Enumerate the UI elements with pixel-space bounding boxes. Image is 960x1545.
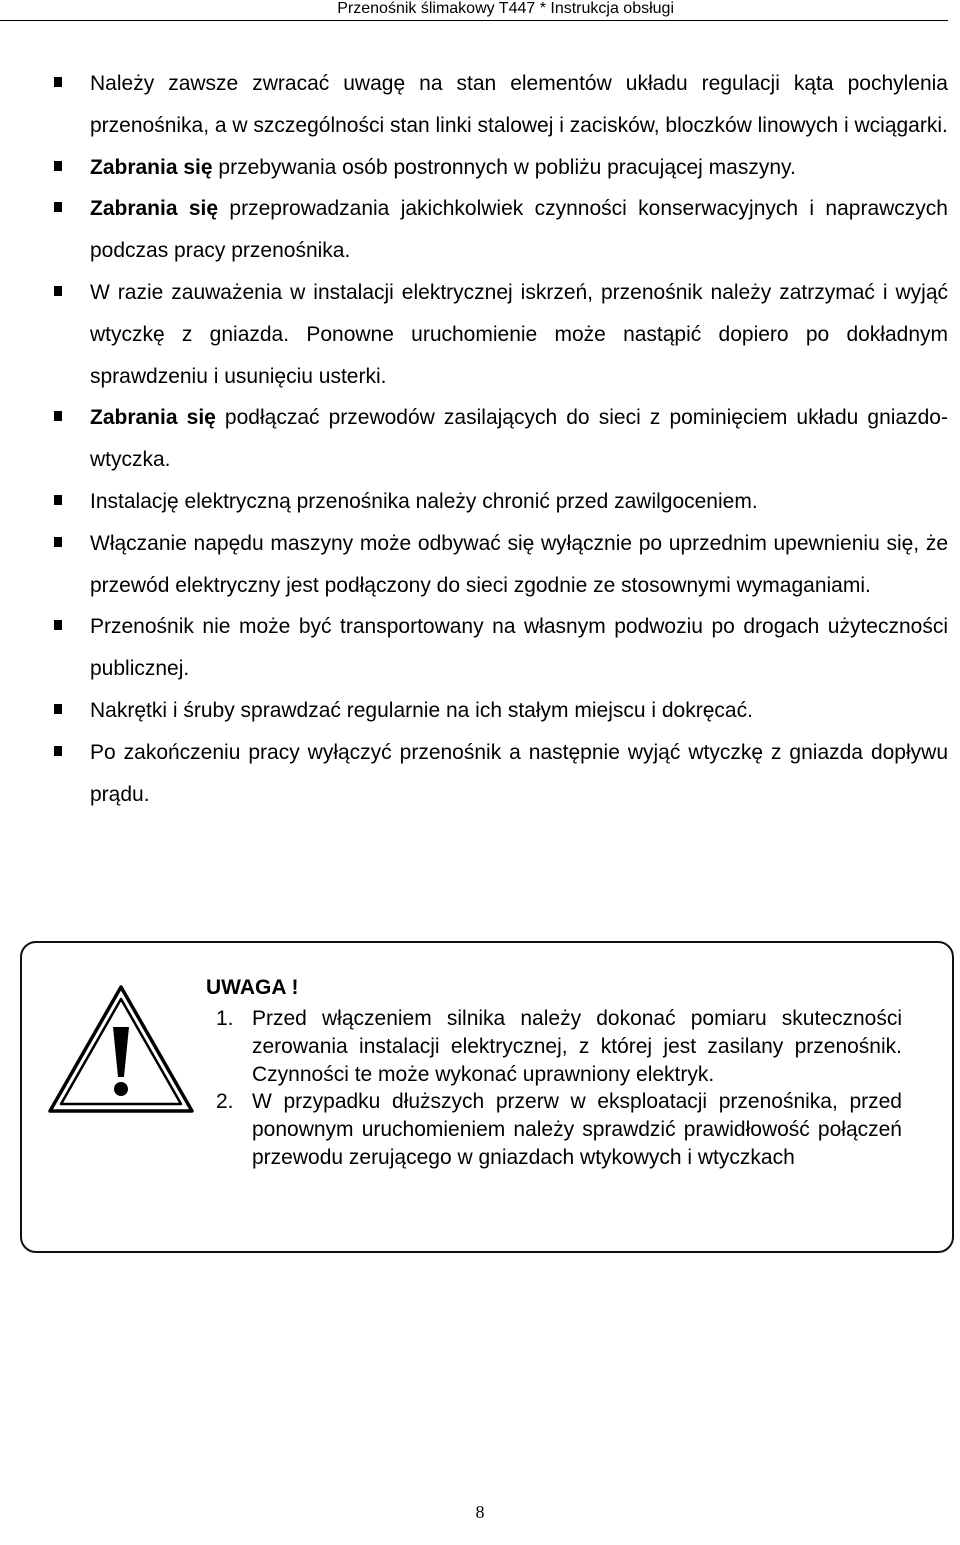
list-item — [0, 732, 948, 816]
warning-heading: UWAGA ! — [206, 976, 299, 999]
list-item — [0, 63, 948, 147]
list-item — [0, 397, 948, 481]
list-item — [0, 690, 948, 732]
rule-emphasis: Zabrania się — [90, 406, 216, 430]
rule-text: podłączać przewodów zasilających do sieci z pominięciem układu gniazdo-wtyczka. — [90, 406, 948, 472]
square-bullet-icon — [54, 202, 62, 212]
square-bullet-icon — [54, 411, 62, 421]
warning-item-text: Przed włączeniem silnika należy dokonać pomiaru skuteczności zerowania instalacji elektrycznej, z której jest zasilany przenośnik. Czynności te może wykonać uprawniony elektryk. — [252, 1007, 902, 1086]
list-item — [0, 481, 948, 523]
list-item — [0, 147, 948, 189]
square-bullet-icon — [54, 161, 62, 171]
square-bullet-icon — [54, 704, 62, 714]
page-number: 8 — [475, 1502, 485, 1522]
square-bullet-icon — [54, 77, 62, 87]
rule-text: Instalację elektryczną przenośnika należy chronić przed zawilgoceniem. — [90, 489, 758, 513]
rule-emphasis: Zabrania się — [90, 155, 213, 179]
rule-text: Po zakończeniu pracy wyłączyć przenośnik a następnie wyjąć wtyczkę z gniazda dopływu prądu. — [90, 740, 948, 806]
page-header — [0, 0, 948, 21]
square-bullet-icon — [54, 620, 62, 630]
warning-item-text: W przypadku dłuższych przerw w eksploatacji przenośnika, przed ponownym uruchomieniem należy sprawdzić prawidłowość połączeń przewodu zerującego w gniazdach wtykowych i wtyczkach — [252, 1090, 902, 1169]
header-title: Przenośnik ślimakowy T447 * Instrukcja obsługi — [337, 0, 674, 17]
rule-text: przeprowadzania jakichkolwiek czynności konserwacyjnych i naprawczych podczas pracy przenośnika. — [90, 197, 948, 263]
rule-text: Należy zawsze zwracać uwagę na stan elementów układu regulacji kąta pochylenia przenośnika, a w szczególności stan linki stalowej i zacisków, bloczków linowych i wciągarki. — [90, 72, 948, 137]
warning-item — [206, 1088, 902, 1171]
warning-text — [206, 973, 902, 1172]
rule-text: przebywania osób postronnych w pobliżu pracującej maszyny. — [212, 155, 796, 179]
warning-box — [20, 941, 954, 1253]
list-item — [0, 188, 948, 272]
rule-text: W razie zauważenia w instalacji elektrycznej iskrzeń, przenośnik należy zatrzymać i wyjąć wtyczkę z gniazda. Ponowne uruchomienie może nastąpić dopiero po dokładnym sprawdzeniu i usunięciu usterki. — [90, 280, 948, 388]
rule-text: Nakrętki i śruby sprawdzać regularnie na ich stałym miejscu i dokręcać. — [90, 698, 753, 722]
rule-emphasis: Zabrania się — [90, 197, 219, 221]
warning-item — [206, 1005, 902, 1088]
safety-rules-list — [0, 63, 960, 815]
rule-text: Włączanie napędu maszyny może odbywać się wyłącznie po uprzednim upewnieniu się, że przewód elektryczny jest podłączony do sieci zgodnie ze stosownymi wymaganiami. — [90, 531, 948, 597]
list-item — [0, 272, 948, 397]
list-item — [0, 523, 948, 607]
warning-triangle-icon — [46, 983, 196, 1115]
list-item — [0, 606, 948, 690]
warning-item-number: 1. — [216, 1007, 234, 1030]
square-bullet-icon — [54, 495, 62, 505]
square-bullet-icon — [54, 286, 62, 296]
square-bullet-icon — [54, 746, 62, 756]
warning-item-number: 2. — [216, 1090, 234, 1114]
rule-text: Przenośnik nie może być transportowany na własnym podwoziu po drogach użyteczności publicznej. — [90, 615, 948, 681]
square-bullet-icon — [54, 537, 62, 547]
